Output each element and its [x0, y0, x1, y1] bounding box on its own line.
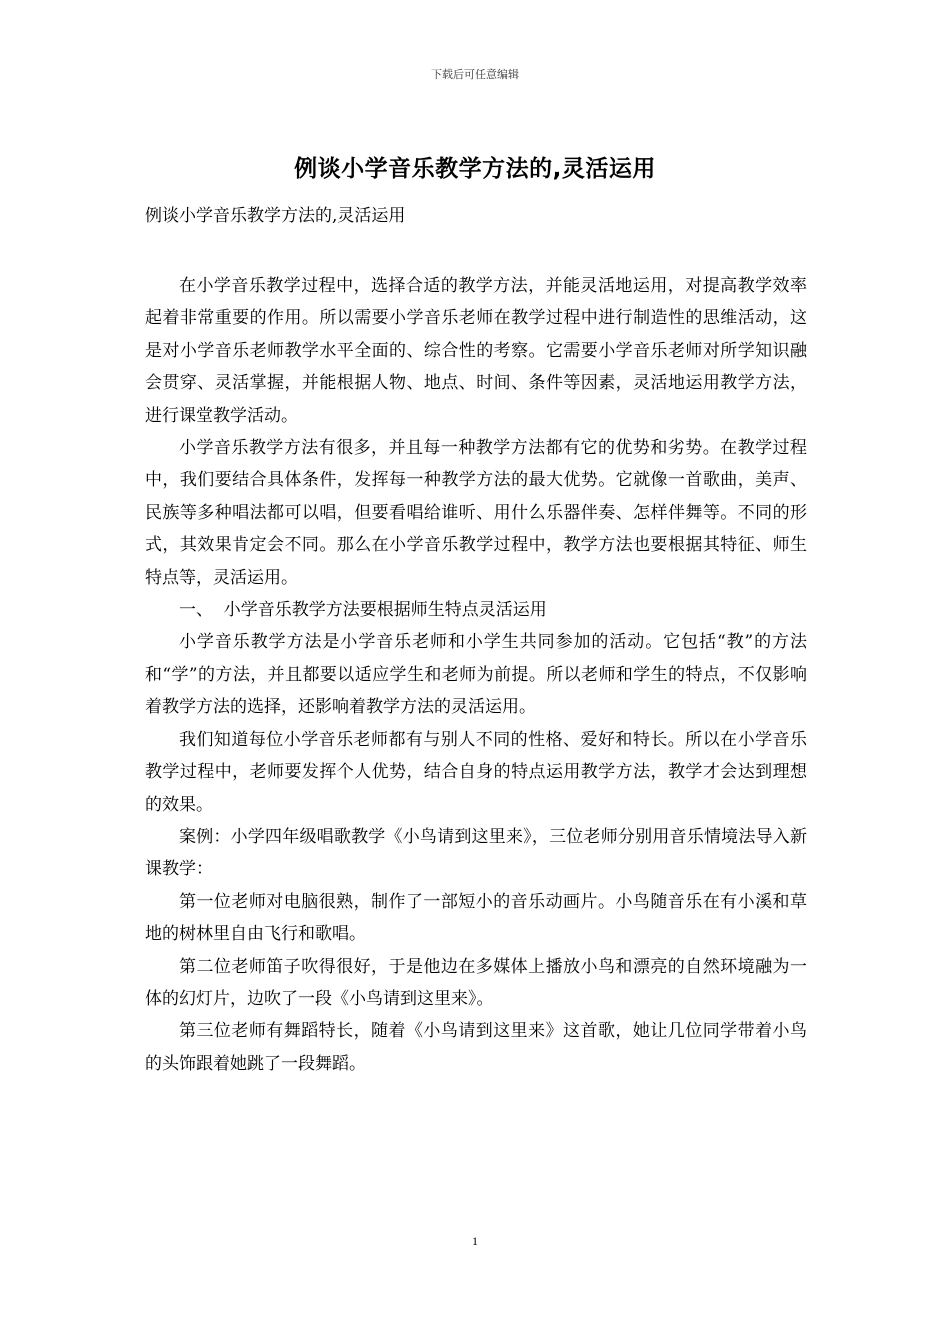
body-paragraph: 案例：小学四年级唱歌教学《小鸟请到这里来》，三位老师分别用音乐情境法导入新课教学： — [145, 826, 807, 880]
body-paragraph: 第二位老师笛子吹得很好，于是他边在多媒体上播放小鸟和漂亮的自然环境融为一体的幻灯片，边吹了一段《小鸟请到这里来》。 — [145, 956, 807, 1009]
section-heading: 一、 小学音乐教学方法要根据师生特点灵活运用 — [179, 600, 547, 621]
document-subtitle: 例谈小学音乐教学方法的,灵活运用 — [145, 206, 406, 226]
body-paragraph: 我们知道每位小学音乐老师都有与别人不同的性格、爱好和特长。所以在小学音乐教学过程中，老师要发挥个人优势，结合自身的特点运用教学方法，教学才会达到理想的效果。 — [145, 729, 807, 815]
body-paragraph: 在小学音乐教学过程中，选择合适的教学方法，并能灵活地运用，对提高教学效率起着非常重要的作用。所以需要小学音乐老师在教学过程中进行制造性的思维活动，这是对小学音乐老师教学水平全面的、综合性的考察。它需要小学音乐老师对所学知识融会贯穿、灵活掌握，并能根据人物、地点、时间、条件等因素，灵活地运用教学方法，进行课堂教学活动。 — [145, 276, 807, 426]
body-paragraph: 第三位老师有舞蹈特长，随着《小鸟请到这里来》这首歌，她让几位同学带着小鸟的头饰跟着她跳了一段舞蹈。 — [145, 1021, 807, 1074]
document-body — [145, 270, 807, 1080]
header-note: 下载后可任意编辑 — [431, 68, 519, 81]
document-title: 例谈小学音乐教学方法的,灵活运用 — [294, 156, 656, 182]
page-number: 1 — [472, 1234, 478, 1248]
body-paragraph: 小学音乐教学方法有很多，并且每一种教学方法都有它的优势和劣势。在教学过程中，我们要结合具体条件，发挥每一种教学方法的最大优势。它就像一首歌曲，美声、民族等多种唱法都可以唱，但要看唱给谁听、用什么乐器伴奏、怎样伴舞等。不同的形式，其效果肯定会不同。那么在小学音乐教学过程中，教学方法也要根据其特征、师生特点等，灵活运用。 — [145, 438, 807, 588]
body-paragraph: 第一位老师对电脑很熟，制作了一部短小的音乐动画片。小鸟随音乐在有小溪和草地的树林里自由飞行和歌唱。 — [145, 891, 807, 945]
body-paragraph: 小学音乐教学方法是小学音乐老师和小学生共同参加的活动。它包括“教”的方法和“学”的方法，并且都要以适应学生和老师为前提。所以老师和学生的特点，不仅影响着教学方法的选择，还影响着教学方法的灵活运用。 — [145, 632, 807, 718]
